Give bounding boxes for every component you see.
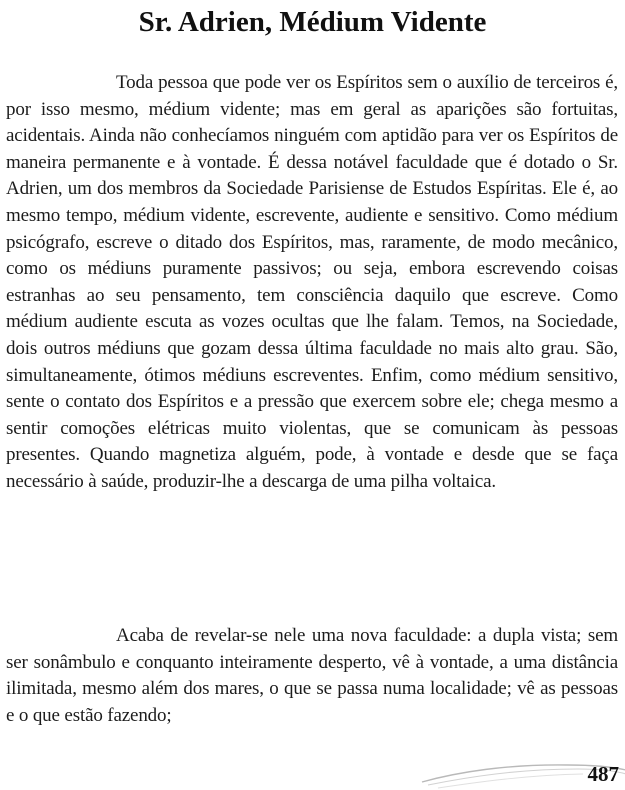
paragraph-2 [6, 623, 618, 729]
page-number: 487 [587, 762, 619, 786]
paragraph-1-text: Toda pessoa que pode ver os Espíritos sem o auxílio de terceiros é, por isso mesmo, médium vidente; mas em geral as aparições são fortuitas, acidentais. Ainda não conhecíamos ninguém com aptidão para ver os Espíritos de maneira permanente e à vontade. É dessa notável faculdade que é dotado o Sr. Adrien, um dos membros da Sociedade Parisiense de Estudos Espíritas. Ele é, ao mesmo tempo, médium vidente, escrevente, audiente e sensitivo. Como médium psicógrafo, escreve o ditado dos Espíritos, mas, raramente, de modo mecânico, como os médiuns puramente passivos; ou seja, embora escrevendo coisas estranhas ao seu pensamento, tem consciência daquilo que escreve. Como médium audiente escuta as vozes ocultas que lhe falam. Temos, na Sociedade, dois outros médiuns que gozam dessa última faculdade no mais alto grau. São, simultaneamente, ótimos médiuns escreventes. Enfim, como médium sensitivo, sente o contato dos Espíritos e a pressão que exercem sobre ele; chega mesmo a sentir comoções elétricas muito violentas, que se comunicam às pessoas presentes. Quando magnetiza alguém, pode, à vontade e desde que se faça necessário à saúde, produzir-lhe a descarga de uma pilha voltaica. [6, 72, 618, 492]
page-title: Sr. Adrien, Médium Vidente [138, 6, 487, 38]
paragraph-2-text: Acaba de revelar-se nele uma nova faculdade: a dupla vista; sem ser sonâmbulo e conquanto inteiramente desperto, vê à vontade, a uma distância ilimitada, mesmo além dos mares, o que se passa numa localidade; vê as pessoas e o que estão fazendo; [6, 625, 618, 726]
paragraph-1 [6, 70, 618, 496]
